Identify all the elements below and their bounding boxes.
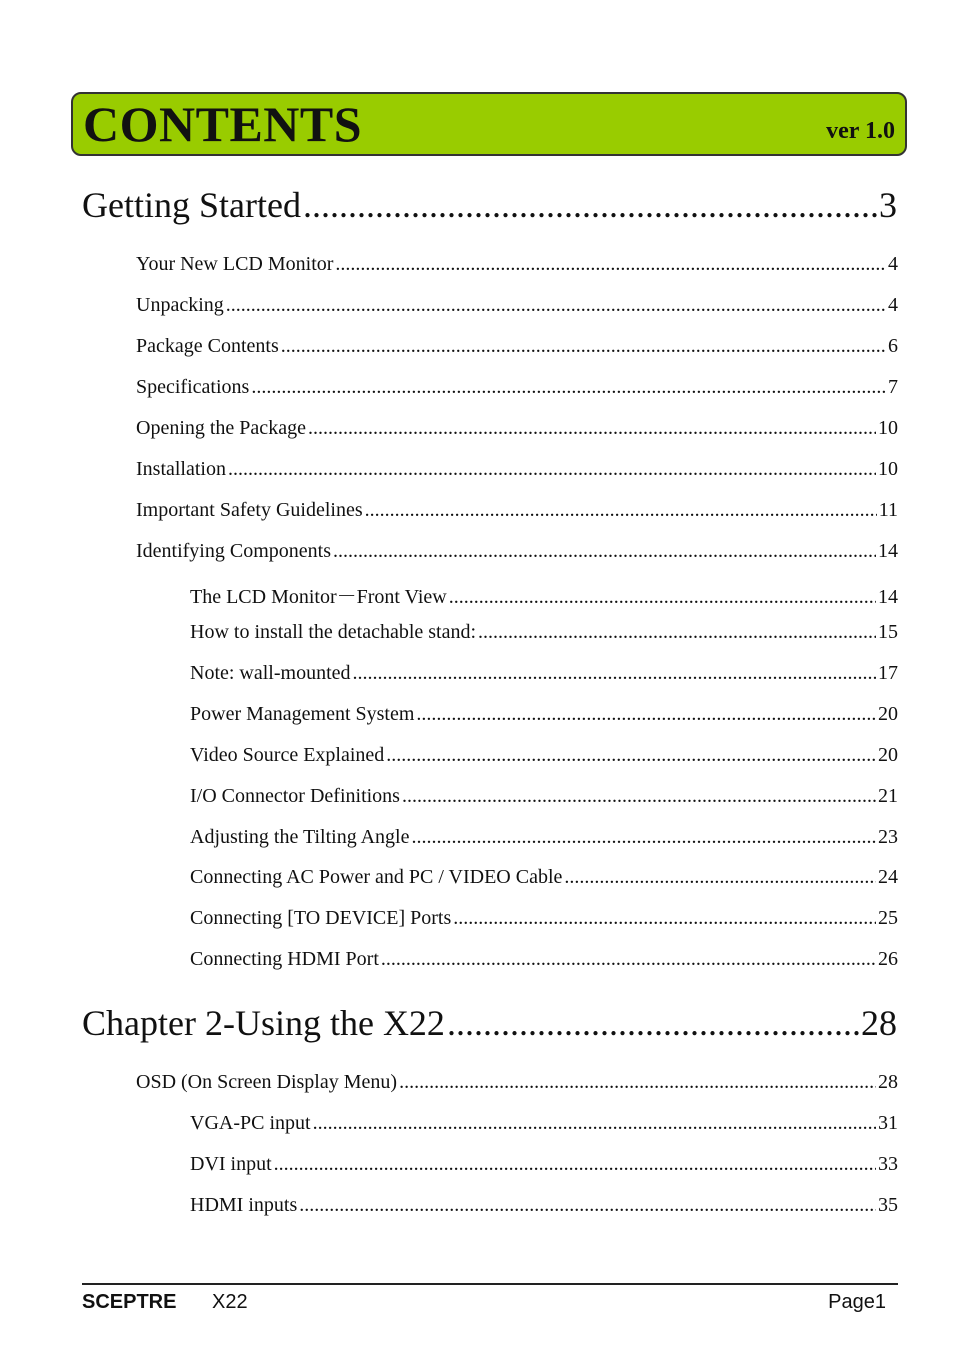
- toc-dot-leader: [478, 621, 876, 644]
- toc-entry-subsection[interactable]: [190, 703, 898, 729]
- toc-entry-label: Chapter 2-Using the X22: [82, 1003, 445, 1043]
- toc-entry-page: 14: [878, 586, 898, 606]
- toc-entry-subsection[interactable]: [190, 1194, 898, 1220]
- toc-dot-leader: [226, 294, 886, 317]
- toc-entry-subsection[interactable]: [190, 785, 898, 811]
- toc-entry-section[interactable]: [136, 335, 898, 361]
- toc-entry-page: 28: [861, 1003, 897, 1043]
- toc-entry-subsection[interactable]: [190, 826, 898, 852]
- toc-entry-subsection[interactable]: [190, 1112, 898, 1138]
- toc-entry-label: Package Contents: [136, 335, 279, 357]
- toc-entry-subsection[interactable]: [190, 621, 898, 647]
- toc-entry-label: Specifications: [136, 376, 250, 398]
- toc-dot-leader: [386, 744, 876, 767]
- footer-model: X22: [212, 1291, 248, 1313]
- toc-dot-leader: [399, 1071, 876, 1094]
- toc-dot-leader: [299, 1194, 876, 1217]
- contents-header-banner: [71, 92, 907, 156]
- toc-entry-page: 11: [878, 499, 898, 521]
- toc-entry-subsection[interactable]: [190, 662, 898, 688]
- toc-dot-leader: [303, 184, 877, 226]
- toc-entry-chapter[interactable]: [82, 1002, 897, 1046]
- toc-entry-page: 33: [878, 1153, 898, 1175]
- toc-entry-page: 20: [878, 744, 898, 766]
- toc-entry-section[interactable]: [136, 499, 898, 525]
- toc-entry-label: How to install the detachable stand:: [190, 621, 477, 643]
- toc-entry-subsection[interactable]: [190, 744, 898, 770]
- toc-entry-label: Adjusting the Tilting Angle: [190, 826, 410, 848]
- toc-dot-leader: [228, 458, 876, 481]
- toc-dot-leader: [447, 1002, 859, 1044]
- toc-entry-label: OSD (On Screen Display Menu): [136, 1071, 398, 1093]
- toc-dot-leader: [251, 376, 886, 399]
- page-title: CONTENTS: [83, 96, 363, 152]
- toc-entry-section[interactable]: [136, 417, 898, 443]
- toc-entry-page: 10: [878, 458, 898, 480]
- toc-entry-label: The LCD Monitor－Front View: [190, 586, 447, 606]
- toc-entry-label: Your New LCD Monitor: [136, 253, 334, 275]
- toc-dot-leader: [416, 703, 876, 726]
- toc-dot-leader: [365, 499, 877, 522]
- toc-entry-label: Getting Started: [82, 185, 301, 225]
- toc-entry-page: 21: [878, 785, 898, 807]
- footer-page-number: Page1: [828, 1291, 886, 1313]
- toc-entry-page: 3: [879, 185, 897, 225]
- toc-entry-subsection[interactable]: [190, 1153, 898, 1179]
- toc-entry-page: 7: [888, 376, 898, 398]
- toc-entry-page: 10: [878, 417, 898, 439]
- toc-entry-page: 35: [878, 1194, 898, 1216]
- toc-entry-section[interactable]: [136, 540, 898, 566]
- toc-entry-label: VGA-PC input: [190, 1112, 311, 1134]
- toc-entry-page: 24: [878, 866, 898, 888]
- toc-dot-leader: [381, 948, 876, 971]
- toc-entry-chapter[interactable]: [82, 184, 897, 228]
- toc-entry-label: Video Source Explained: [190, 744, 385, 766]
- toc-dot-leader: [333, 540, 876, 563]
- footer-divider: [82, 1283, 898, 1285]
- toc-entry-subsection[interactable]: [190, 580, 898, 606]
- toc-entry-label: Power Management System: [190, 703, 415, 725]
- toc-dot-leader: [313, 1112, 876, 1135]
- toc-entry-page: 4: [888, 253, 898, 275]
- toc-dot-leader: [281, 335, 886, 358]
- toc-entry-label: Unpacking: [136, 294, 224, 316]
- toc-entry-label: Note: wall-mounted: [190, 662, 351, 684]
- toc-entry-page: 17: [878, 662, 898, 684]
- toc-dot-leader: [564, 866, 876, 889]
- toc-entry-label: Connecting AC Power and PC / VIDEO Cable: [190, 866, 563, 888]
- toc-entry-section[interactable]: [136, 458, 898, 484]
- toc-dot-leader: [411, 826, 876, 849]
- toc-entry-label: Installation: [136, 458, 226, 480]
- toc-entry-subsection[interactable]: [190, 866, 898, 892]
- toc-entry-subsection[interactable]: [190, 948, 898, 974]
- toc-entry-label: I/O Connector Definitions: [190, 785, 400, 807]
- toc-entry-page: 14: [878, 540, 898, 562]
- toc-dot-leader: [308, 417, 876, 440]
- toc-entry-page: 26: [878, 948, 898, 970]
- toc-entry-page: 31: [878, 1112, 898, 1134]
- footer-brand: SCEPTRE: [82, 1291, 177, 1313]
- toc-entry-page: 23: [878, 826, 898, 848]
- version-label: ver 1.0: [826, 118, 895, 144]
- toc-entry-section[interactable]: [136, 294, 898, 320]
- toc-dot-leader: [449, 586, 876, 606]
- toc-entry-page: 25: [878, 907, 898, 929]
- toc-entry-subsection[interactable]: [190, 907, 898, 933]
- toc-entry-section[interactable]: [136, 376, 898, 402]
- toc-dot-leader: [335, 253, 886, 276]
- toc-entry-label: Important Safety Guidelines: [136, 499, 363, 521]
- toc-entry-label: DVI input: [190, 1153, 272, 1175]
- toc-entry-page: 28: [878, 1071, 898, 1093]
- toc-entry-page: 20: [878, 703, 898, 725]
- toc-entry-label: Connecting HDMI Port: [190, 948, 379, 970]
- toc-entry-label: Opening the Package: [136, 417, 306, 439]
- toc-entry-label: HDMI inputs: [190, 1194, 298, 1216]
- toc-entry-page: 15: [878, 621, 898, 643]
- toc-entry-label: Connecting [TO DEVICE] Ports: [190, 907, 452, 929]
- toc-entry-section[interactable]: [136, 253, 898, 279]
- toc-entry-page: 4: [888, 294, 898, 316]
- toc-dot-leader: [453, 907, 876, 930]
- toc-dot-leader: [402, 785, 876, 808]
- toc-entry-page: 6: [888, 335, 898, 357]
- toc-entry-label: Identifying Components: [136, 540, 331, 562]
- toc-entry-section[interactable]: [136, 1071, 898, 1097]
- toc-dot-leader: [353, 662, 876, 685]
- toc-dot-leader: [274, 1153, 876, 1176]
